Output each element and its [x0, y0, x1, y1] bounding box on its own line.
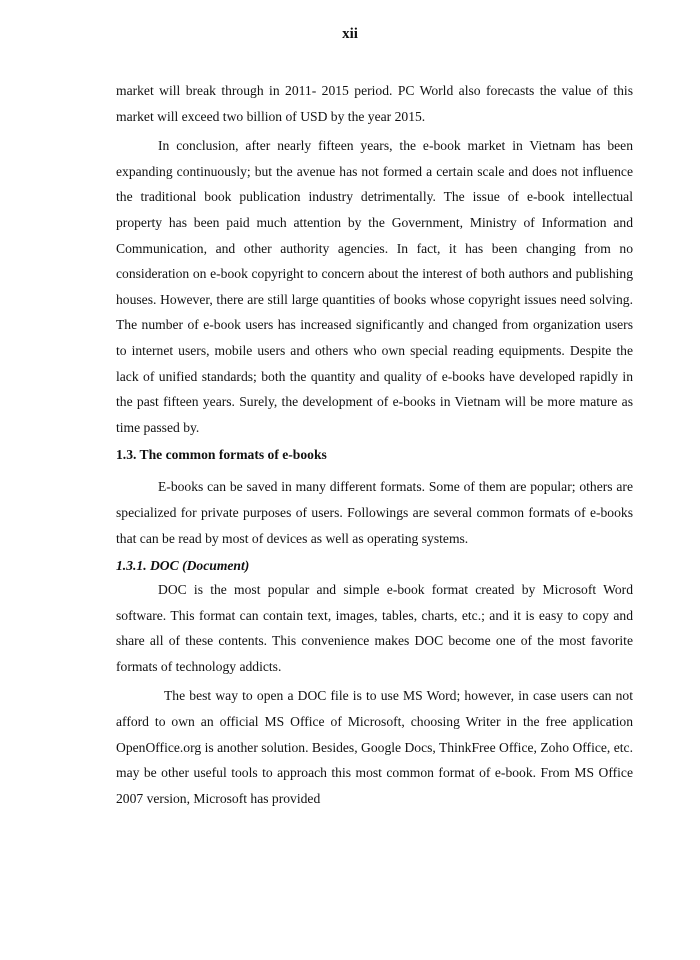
page-content	[116, 78, 633, 815]
paragraph-conclusion: In conclusion, after nearly fifteen years, the e-book market in Vietnam has been expanding continuously; but the avenue has not formed a certain scale and does not influence the traditional book publication industry detrimentally. The issue of e-book intellectual property has been paid much attention by the Government, Ministry of Information and Communication, and other authority agencies. In fact, it has been changing from no consideration on e-book copyright to concern about the interest of both authors and publishing houses. However, there are still large quantities of books whose copyright issues need solving. The number of e-book users has increased significantly and changed from organization users to internet users, mobile users and others who own special reading equipments. Despite the lack of unified standards; both the quantity and quality of e-books have developed rapidly in the past fifteen years. Surely, the development of e-books in Vietnam will be more mature as time passed by.	[116, 138, 633, 435]
paragraph-doc-description: DOC is the most popular and simple e-book format created by Microsoft Word software. This format can contain text, images, tables, charts, etc.; and it is easy to copy and share all of these contents. This convenience makes DOC become one of the most favorite formats of technology addicts.	[116, 582, 633, 674]
section-heading: 1.3. The common formats of e-books	[116, 447, 327, 463]
paragraph-formats-intro: E-books can be saved in many different formats. Some of them are popular; others are specialized for private purposes of users. Followings are several common formats of e-books that can be read by most of devices as well as operating systems.	[116, 479, 633, 546]
subsection-heading: 1.3.1. DOC (Document)	[116, 558, 250, 574]
paragraph-doc-tools: The best way to open a DOC file is to use MS Word; however, in case users can not afford to own an official MS Office of Microsoft, choosing Writer in the free application OpenOffice.org is another solution. Besides, Google Docs, ThinkFree Office, Zoho Office, etc. may be other useful tools to approach this most common format of e-book. From MS Office 2007 version, Microsoft has provided	[116, 688, 633, 806]
page-number: xii	[342, 26, 358, 42]
paragraph-continuation: market will break through in 2011- 2015 period. PC World also forecasts the value of this market will exceed two billion of USD by the year 2015.	[116, 83, 633, 124]
